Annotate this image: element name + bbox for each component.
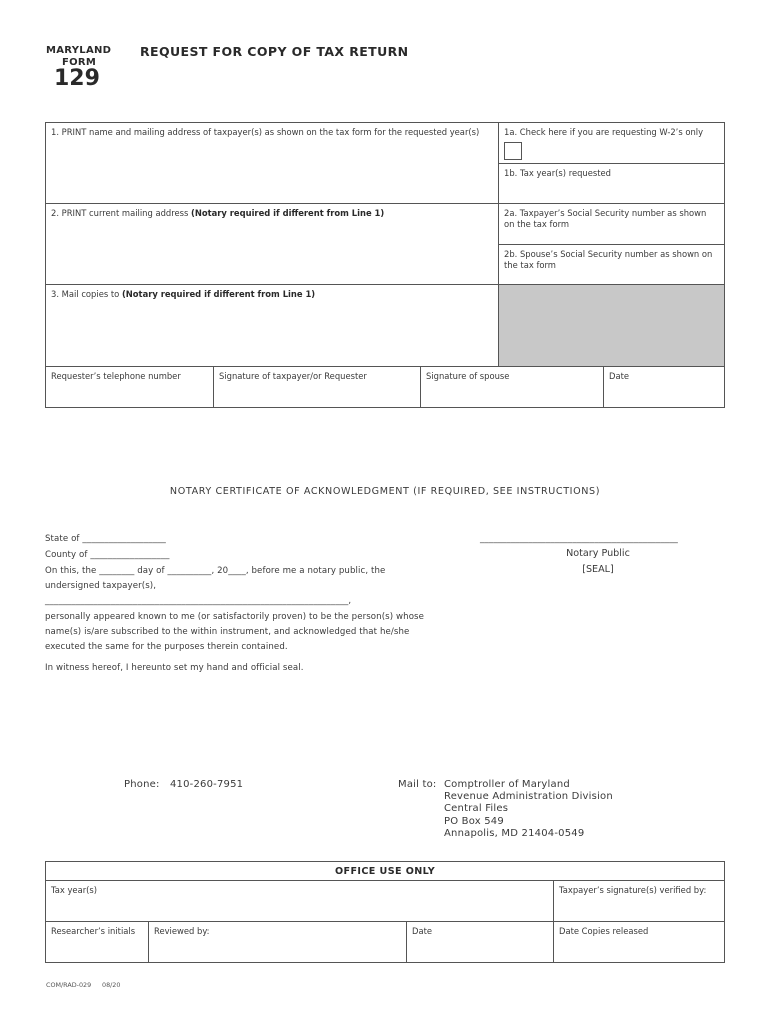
line2a-field[interactable] — [498, 203, 725, 245]
line2a-label: 2a. Taxpayer’s Social Security number as shown on the tax form — [504, 208, 707, 229]
form-number: 129 — [54, 66, 100, 91]
notary-text-line1: personally appeared known to me (or satisfactorily proven) to be the person(s) whose — [45, 612, 425, 622]
reviewed-by-label: Reviewed by: — [154, 926, 210, 936]
office-tax-years-field[interactable] — [45, 880, 554, 922]
line2-label: 2. PRINT current mailing address — [51, 208, 189, 218]
notary-text-line3: executed the same for the purposes therein contained. — [45, 642, 288, 652]
reviewed-by-field[interactable] — [148, 921, 407, 963]
form-title: REQUEST FOR COPY OF TAX RETURN — [140, 44, 409, 59]
form-code: COM/RAD-029 — [46, 981, 92, 989]
spouse-signature-field[interactable] — [420, 366, 604, 408]
requester-signature-label: Signature of taxpayer/or Requester — [219, 371, 367, 381]
line1a-cell — [498, 122, 725, 164]
line1a-label: 1a. Check here if you are requesting W-2’s only — [504, 127, 704, 137]
w2-only-checkbox[interactable] — [504, 142, 522, 160]
notary-text-line2: name(s) is/are subscribed to the within instrument, and acknowledged that he/she — [45, 627, 410, 637]
form-label: FORM — [62, 57, 97, 68]
line1-label: 1. PRINT name and mailing address of taxpayer(s) as shown on the tax form for the requested year(s) — [51, 127, 480, 137]
notary-taxpayer-blank: _____________________________________________________________________, — [45, 596, 352, 606]
line1-field[interactable] — [45, 122, 499, 204]
mail-to-label: Mail to: — [398, 779, 437, 790]
address-line: PO Box 549 — [444, 815, 504, 827]
notary-date-line: On this, the ________ day of __________, 20____, before me a notary public, the — [45, 566, 386, 576]
seal-label: [SEAL] — [582, 564, 614, 575]
line3-label: 3. Mail copies to — [51, 289, 120, 299]
form-revision: 08/20 — [102, 981, 121, 989]
line1b-label: 1b. Tax year(s) requested — [504, 168, 611, 178]
line2b-label: 2b. Spouse’s Social Security number as shown on the tax form — [504, 249, 713, 270]
state-name: MARYLAND — [46, 45, 112, 56]
line2-field[interactable] — [45, 203, 499, 285]
address-line: Annapolis, MD 21404-0549 — [444, 827, 585, 839]
researcher-initials-label: Researcher’s initials — [51, 926, 136, 936]
notary-county-line: County of __________________ — [45, 550, 170, 560]
notary-public-label: Notary Public — [566, 548, 630, 559]
date-copies-released-label: Date Copies released — [559, 926, 649, 936]
spouse-signature-label: Signature of spouse — [426, 371, 510, 381]
line3-field[interactable] — [45, 284, 499, 367]
signature-verified-field[interactable] — [553, 880, 725, 922]
line3-notary-note: (Notary required if different from Line 1) — [121, 289, 316, 299]
mailing-address — [444, 779, 613, 840]
address-line: Comptroller of Maryland — [444, 779, 570, 790]
shaded-area — [498, 284, 725, 367]
notary-witness-line: In witness hereof, I hereunto set my hand and official seal. — [45, 663, 304, 673]
request-date-field[interactable] — [603, 366, 725, 408]
requester-signature-field[interactable] — [213, 366, 421, 408]
address-line: Revenue Administration Division — [444, 791, 613, 803]
address-line: Central Files — [444, 803, 509, 815]
office-date-field[interactable] — [406, 921, 554, 963]
notary-signature-line: _____________________________________________ — [480, 534, 678, 544]
notary-heading: NOTARY CERTIFICATE OF ACKNOWLEDGMENT (IF REQUIRED, SEE INSTRUCTIONS) — [169, 486, 601, 497]
notary-state-line: State of ___________________ — [45, 534, 166, 544]
notary-undersigned-line: undersigned taxpayer(s), — [45, 581, 157, 591]
line2b-field[interactable] — [498, 244, 725, 285]
date-copies-released-field[interactable] — [553, 921, 725, 963]
office-date-label: Date — [412, 926, 433, 936]
signature-verified-label: Taxpayer’s signature(s) verified by: — [559, 885, 707, 895]
office-use-heading: OFFICE USE ONLY — [45, 861, 725, 881]
requester-phone-label: Requester’s telephone number — [51, 371, 181, 381]
office-tax-years-label: Tax year(s) — [51, 885, 98, 895]
line1b-field[interactable] — [498, 163, 725, 204]
requester-phone-field[interactable] — [45, 366, 214, 408]
request-date-label: Date — [609, 371, 630, 381]
phone-label: Phone: — [124, 779, 160, 790]
phone-number: 410-260-7951 — [170, 779, 244, 790]
line2-notary-note: (Notary required if different from Line 1) — [191, 208, 385, 218]
researcher-initials-field[interactable] — [45, 921, 149, 963]
